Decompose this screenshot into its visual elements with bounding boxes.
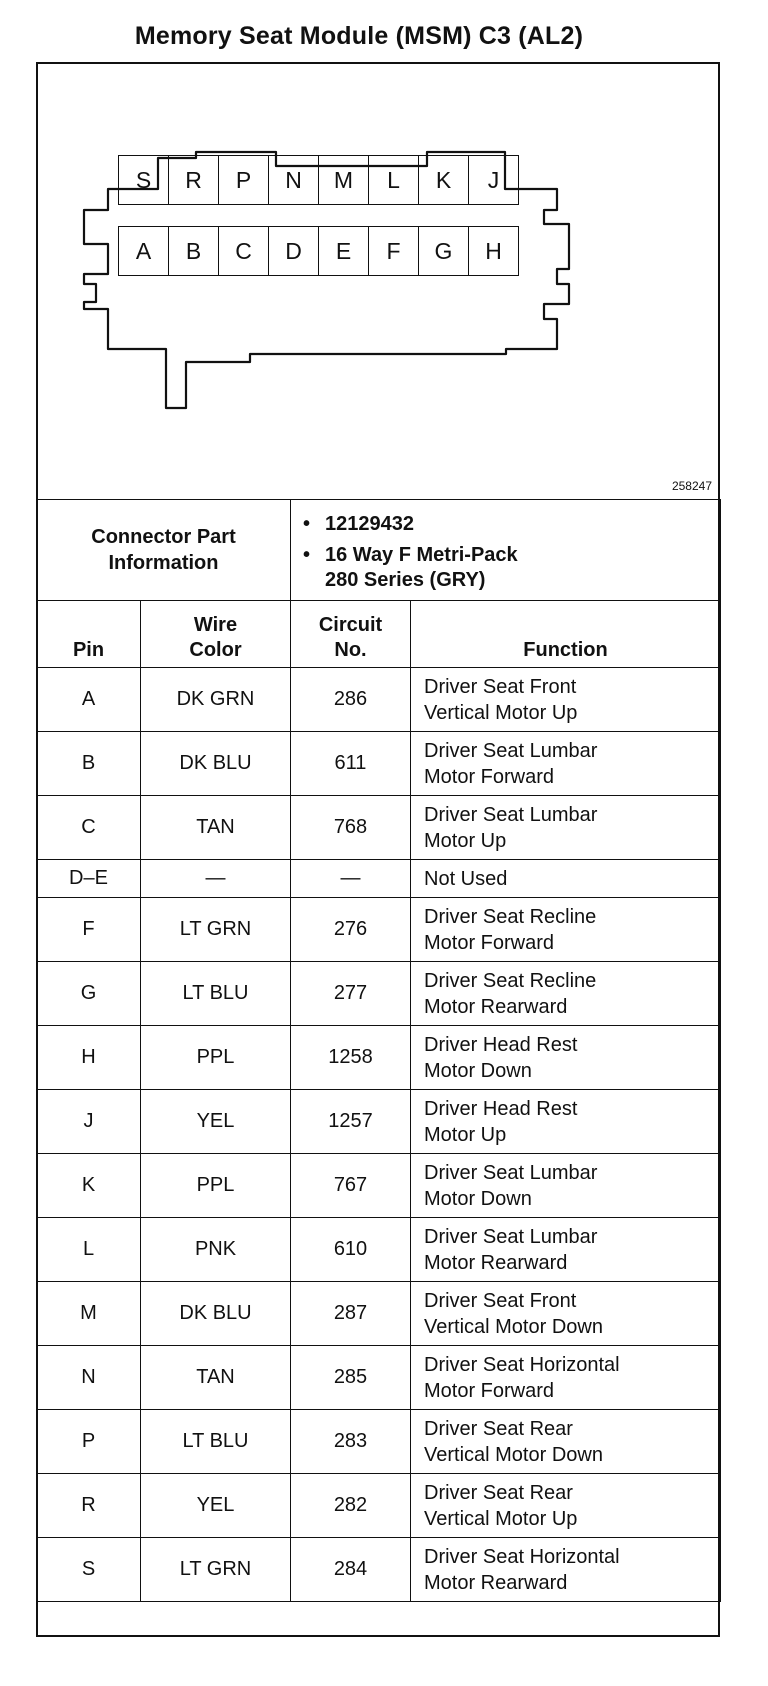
pin-cavity: M (319, 156, 369, 205)
function-line: Vertical Motor Down (424, 1315, 603, 1338)
pin-cavity: F (369, 227, 419, 276)
pin-row-top (118, 155, 519, 205)
pin-cell: A (37, 668, 141, 732)
function-cell (411, 732, 721, 796)
pin-row-bottom (118, 226, 519, 276)
function-line: Motor Up (424, 1123, 507, 1146)
function-line: Motor Down (424, 1059, 532, 1082)
function-cell (411, 1154, 721, 1218)
function-cell (411, 962, 721, 1026)
function-cell (411, 1218, 721, 1282)
wire-color-cell: LT BLU (141, 1410, 291, 1474)
wire-color-cell: DK GRN (141, 668, 291, 732)
table-row (37, 962, 721, 1026)
column-header-circuit: Circuit No. (291, 601, 411, 668)
function-cell (411, 898, 721, 962)
connector-info-item: 280 Series (GRY) (325, 568, 486, 591)
pin-cavity: N (269, 156, 319, 205)
circuit-cell: 611 (291, 732, 411, 796)
function-line: Motor Up (424, 829, 507, 852)
table-header-row (37, 601, 721, 668)
pin-cavity: A (119, 227, 169, 276)
wire-color-cell: LT GRN (141, 1538, 291, 1602)
circuit-cell: 276 (291, 898, 411, 962)
function-line: Driver Seat Rear (424, 1481, 573, 1504)
circuit-cell: 277 (291, 962, 411, 1026)
pin-cell: J (37, 1090, 141, 1154)
circuit-cell: 1258 (291, 1026, 411, 1090)
wire-color-cell: TAN (141, 1346, 291, 1410)
pin-cavity: P (219, 156, 269, 205)
function-cell (411, 1474, 721, 1538)
pin-cavity: J (469, 156, 519, 205)
function-line: Driver Seat Lumbar (424, 1161, 598, 1184)
pin-cell: N (37, 1346, 141, 1410)
connector-info-item: • 16 Way F Metri-Pack (303, 543, 518, 566)
function-cell (411, 1282, 721, 1346)
wire-color-cell: YEL (141, 1474, 291, 1538)
circuit-cell: 282 (291, 1474, 411, 1538)
pin-cell: L (37, 1218, 141, 1282)
circuit-cell: 283 (291, 1410, 411, 1474)
table-row (37, 1538, 721, 1602)
pinout-table (36, 499, 721, 1602)
circuit-cell: 610 (291, 1218, 411, 1282)
connector-info-row (37, 500, 721, 601)
function-cell (411, 1090, 721, 1154)
function-line: Motor Rearward (424, 995, 568, 1018)
circuit-cell: 285 (291, 1346, 411, 1410)
wire-color-cell: LT BLU (141, 962, 291, 1026)
pin-cell: R (37, 1474, 141, 1538)
table-row (37, 1410, 721, 1474)
function-line: Driver Seat Lumbar (424, 739, 598, 762)
page-title: Memory Seat Module (MSM) C3 (AL2) (134, 22, 584, 50)
table-row (37, 1026, 721, 1090)
connector-diagram (36, 62, 720, 499)
function-line: Driver Seat Front (424, 675, 577, 698)
reference-number: 258247 (671, 479, 712, 493)
wire-color-cell: DK BLU (141, 732, 291, 796)
pin-cell: C (37, 796, 141, 860)
table-row (37, 1218, 721, 1282)
pin-cavity: E (319, 227, 369, 276)
function-line: Driver Head Rest (424, 1033, 578, 1056)
function-line: Driver Seat Horizontal (424, 1353, 620, 1376)
function-cell (411, 1346, 721, 1410)
table-row (37, 1346, 721, 1410)
pin-cell: K (37, 1154, 141, 1218)
connector-info-list (291, 500, 721, 601)
table-row (37, 860, 721, 898)
function-line: Driver Seat Lumbar (424, 803, 598, 826)
function-line: Driver Seat Recline (424, 905, 597, 928)
circuit-cell: 286 (291, 668, 411, 732)
function-line: Motor Rearward (424, 1571, 568, 1594)
function-line: Motor Forward (424, 1379, 555, 1402)
table-row (37, 1282, 721, 1346)
pin-cavity: C (219, 227, 269, 276)
pin-cavity: B (169, 227, 219, 276)
function-cell (411, 796, 721, 860)
function-line: Motor Down (424, 1187, 532, 1210)
function-line: Vertical Motor Up (424, 701, 578, 724)
wire-color-cell: PPL (141, 1026, 291, 1090)
table-row (37, 898, 721, 962)
pin-cell: M (37, 1282, 141, 1346)
connector-info-label: Connector Part Information (37, 500, 291, 601)
pin-cell: G (37, 962, 141, 1026)
column-header-function: Function (411, 601, 721, 668)
wire-color-cell: YEL (141, 1090, 291, 1154)
pin-cavity: G (419, 227, 469, 276)
wire-color-cell: PNK (141, 1218, 291, 1282)
function-line: Motor Rearward (424, 1251, 568, 1274)
function-line: Driver Seat Front (424, 1289, 577, 1312)
function-line: Driver Seat Lumbar (424, 1225, 598, 1248)
column-header-wire-color: Wire Color (141, 601, 291, 668)
pin-cell: P (37, 1410, 141, 1474)
circuit-cell: — (291, 860, 411, 898)
pin-cell: B (37, 732, 141, 796)
pin-cavity: D (269, 227, 319, 276)
function-cell (411, 860, 721, 898)
function-cell (411, 668, 721, 732)
table-row (37, 796, 721, 860)
table-row (37, 732, 721, 796)
table-row (37, 1090, 721, 1154)
pin-cell: F (37, 898, 141, 962)
function-line: Driver Seat Rear (424, 1417, 573, 1440)
function-line: Vertical Motor Down (424, 1443, 603, 1466)
function-line: Driver Seat Horizontal (424, 1545, 620, 1568)
wire-color-cell: TAN (141, 796, 291, 860)
function-cell (411, 1026, 721, 1090)
function-cell (411, 1410, 721, 1474)
pin-cell: S (37, 1538, 141, 1602)
pin-cavity: L (369, 156, 419, 205)
pin-cavity: H (469, 227, 519, 276)
table-row (37, 668, 721, 732)
table-row (37, 1474, 721, 1538)
function-line: Motor Forward (424, 765, 555, 788)
function-line: Motor Forward (424, 931, 555, 954)
pin-cavity: S (119, 156, 169, 205)
function-line: Not Used (424, 867, 508, 890)
pin-cell: D–E (37, 860, 141, 898)
function-line: Vertical Motor Up (424, 1507, 578, 1530)
function-line: Driver Head Rest (424, 1097, 578, 1120)
connector-outline-icon (36, 62, 720, 499)
function-cell (411, 1538, 721, 1602)
wire-color-cell: DK BLU (141, 1282, 291, 1346)
wire-color-cell: — (141, 860, 291, 898)
connector-info-item: • 12129432 (303, 512, 414, 535)
function-line: Driver Seat Recline (424, 969, 597, 992)
pin-cavity: K (419, 156, 469, 205)
circuit-cell: 1257 (291, 1090, 411, 1154)
circuit-cell: 767 (291, 1154, 411, 1218)
circuit-cell: 768 (291, 796, 411, 860)
column-header-pin: Pin (37, 601, 141, 668)
pin-cavity: R (169, 156, 219, 205)
wire-color-cell: PPL (141, 1154, 291, 1218)
circuit-cell: 287 (291, 1282, 411, 1346)
pin-cell: H (37, 1026, 141, 1090)
table-row (37, 1154, 721, 1218)
circuit-cell: 284 (291, 1538, 411, 1602)
wire-color-cell: LT GRN (141, 898, 291, 962)
